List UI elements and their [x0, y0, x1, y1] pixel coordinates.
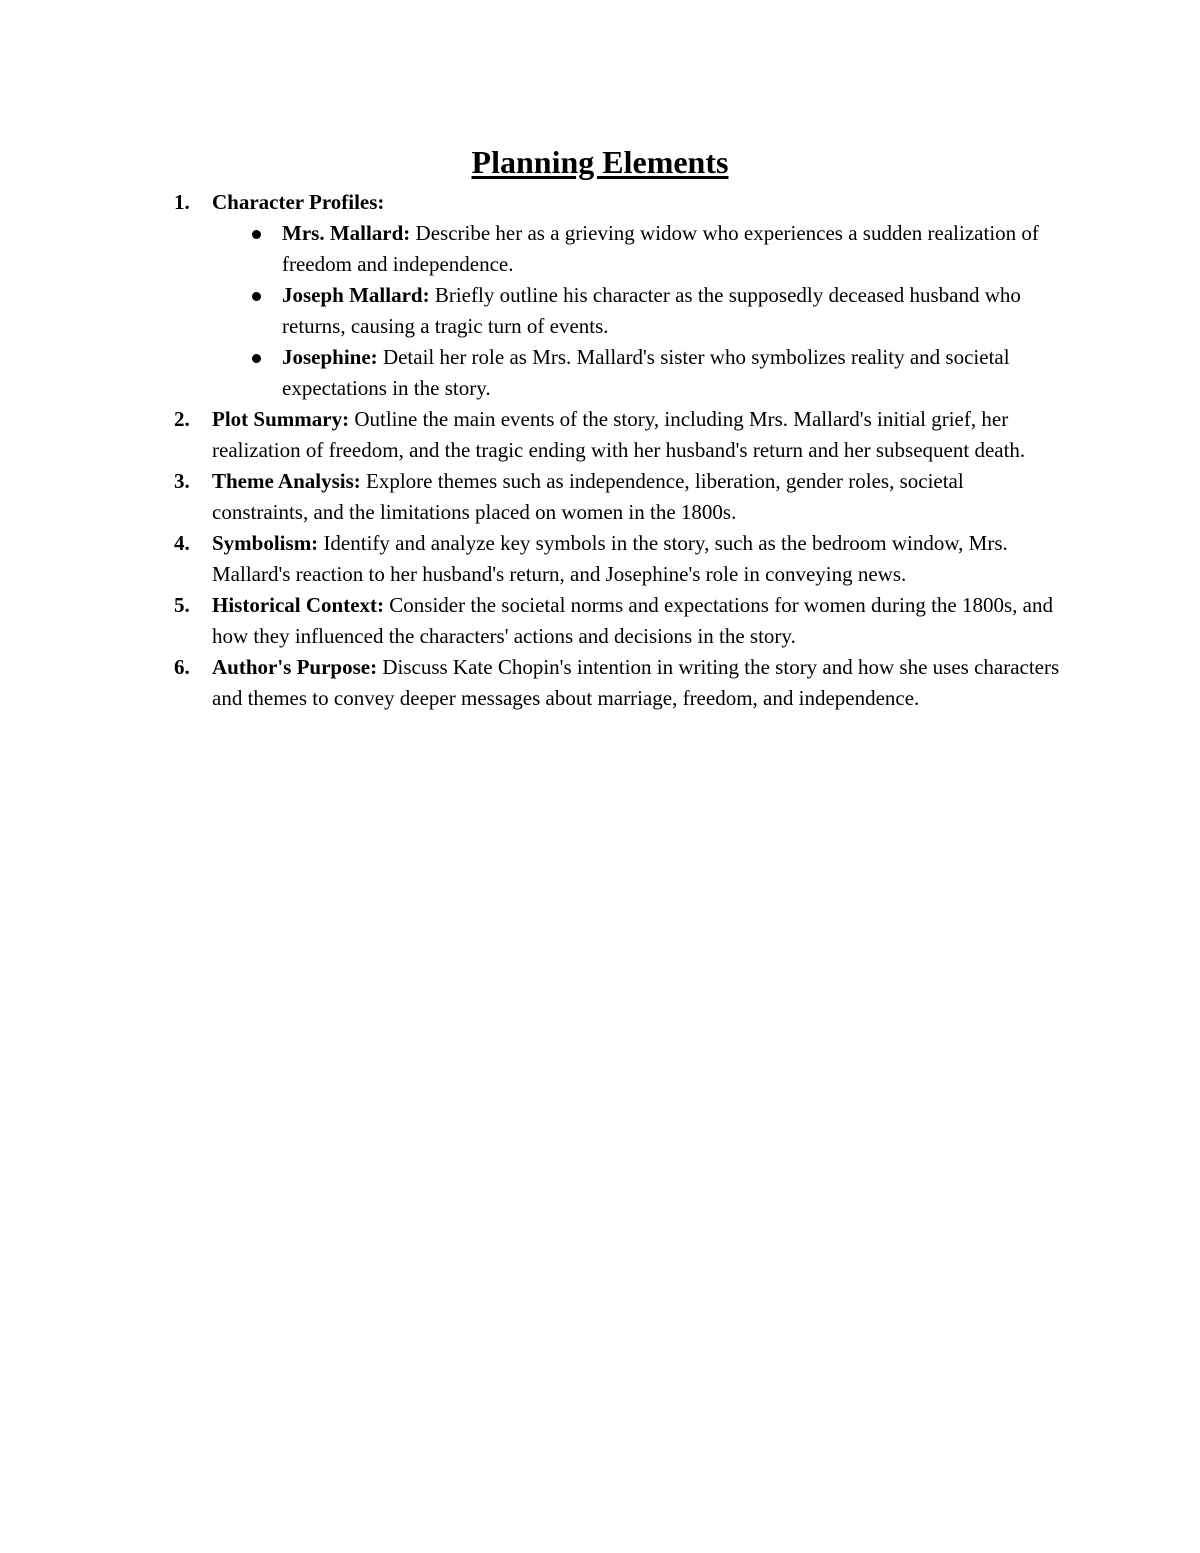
- item-text: Consider the societal norms and expectations for women during the 1800s, and how they influenced the characters' actions and decisions in the story.: [212, 593, 1053, 648]
- item-label: Character Profiles:: [212, 190, 385, 214]
- bullet-icon: [252, 230, 261, 239]
- sublist-item-josephine: [212, 342, 1064, 404]
- list-number: 4.: [174, 531, 190, 555]
- item-label: Theme Analysis:: [212, 469, 361, 493]
- page-title: Planning Elements: [471, 144, 729, 180]
- subitem-text: Briefly outline his character as the supposedly deceased husband who returns, causing a tragic turn of events.: [282, 283, 1021, 338]
- item-text: Outline the main events of the story, including Mrs. Mallard's initial grief, her realization of freedom, and the tragic ending with her husband's return and her subsequent death.: [212, 407, 1026, 462]
- item-text: Explore themes such as independence, liberation, gender roles, societal constraints, and the limitations placed on women in the 1800s.: [212, 469, 964, 524]
- list-number: 3.: [174, 469, 190, 493]
- list-number: 1.: [174, 190, 190, 214]
- sublist-item-mrs-mallard: [212, 218, 1064, 280]
- bullet-icon: [252, 354, 261, 363]
- sublist-item-joseph-mallard: [212, 280, 1064, 342]
- list-number: 6.: [174, 655, 190, 679]
- item-text: Discuss Kate Chopin's intention in writing the story and how she uses characters and themes to convey deeper messages about marriage, freedom, and independence.: [212, 655, 1060, 710]
- item-text: Identify and analyze key symbols in the story, such as the bedroom window, Mrs. Mallard's reaction to her husband's return, and Josephine's role in conveying news.: [212, 531, 1008, 586]
- bullet-icon: [252, 292, 261, 301]
- planning-list: [174, 187, 1064, 714]
- list-item-theme-analysis: [174, 466, 1064, 528]
- subitem-text: Describe her as a grieving widow who experiences a sudden realization of freedom and independence.: [282, 221, 1039, 276]
- item-label: Author's Purpose:: [212, 655, 378, 679]
- list-item-symbolism: [174, 528, 1064, 590]
- list-item-authors-purpose: [174, 652, 1064, 714]
- subitem-label: Mrs. Mallard:: [282, 221, 411, 245]
- list-number: 2.: [174, 407, 190, 431]
- list-item-plot-summary: [174, 404, 1064, 466]
- character-sublist: [212, 218, 1064, 404]
- subitem-label: Josephine:: [282, 345, 378, 369]
- subitem-label: Joseph Mallard:: [282, 283, 430, 307]
- list-number: 5.: [174, 593, 190, 617]
- list-item-historical-context: [174, 590, 1064, 652]
- item-label: Plot Summary:: [212, 407, 350, 431]
- list-item-character-profiles: [174, 187, 1064, 404]
- subitem-text: Detail her role as Mrs. Mallard's sister who symbolizes reality and societal expectations in the story.: [282, 345, 1010, 400]
- item-label: Symbolism:: [212, 531, 319, 555]
- item-label: Historical Context:: [212, 593, 385, 617]
